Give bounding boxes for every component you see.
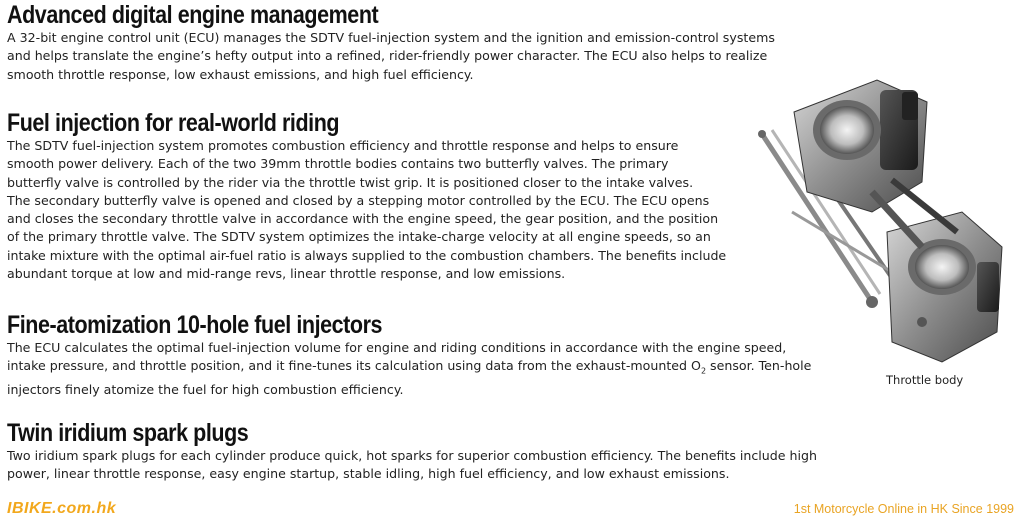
body-line: abundant torque at low and mid-range revs, linear throttle response, and low emissions. [7,266,566,282]
section-fuel-injection [7,110,726,283]
throttle-body-image [752,72,1014,368]
body-line: A 32-bit engine control unit (ECU) manages the SDTV fuel-injection system and the ignition and emission-control systems [7,30,775,45]
section-body [7,29,775,84]
o2-subscript: 2 [700,366,707,376]
section-body [7,447,817,484]
body-line: The secondary butterfly valve is opened and closed by a stepping motor controlled by the ECU. The ECU opens [7,192,710,208]
section-fuel-injectors [7,312,811,399]
body-line: intake mixture with the optimal air-fuel ratio is always supplied to the combustion chambers. The benefits include [7,247,727,263]
section-body [7,339,811,399]
body-line: injectors finely atomize the fuel for high combustion efficiency. [7,382,404,398]
section-engine-management [7,2,775,84]
section-title: Advanced digital engine management [7,1,379,29]
site-logo: IBIKE.com.hk [7,500,117,517]
section-body [7,137,726,283]
body-line-text: intake pressure, and throttle position, and it fine-tunes its calculation using data from the exhaust-mounted O [7,358,701,374]
body-line: butterfly valve is controlled by the rider via the throttle twist grip. It is positioned closer to the intake valves. [7,174,694,190]
body-line: and helps translate the engine’s hefty output into a refined, rider-friendly power character. The ECU also helps to realize [7,48,768,64]
body-line-tail: sensor. Ten-hole [706,358,812,374]
section-title: Fine-atomization 10-hole fuel injectors [7,311,383,339]
body-line: of the primary throttle valve. The SDTV system optimizes the intake-charge velocity at all engine speeds, so an [7,229,711,245]
section-spark-plugs [7,420,817,484]
figure-caption: Throttle body [886,373,964,387]
body-line [7,357,811,381]
site-tagline: 1st Motorcycle Online in HK Since 1999 [793,502,1014,516]
throttle-body-illustration [752,72,1014,368]
body-line: power, linear throttle response, easy engine startup, stable idling, high fuel efficiency, and low exhaust emissions. [7,466,730,482]
body-line: The SDTV fuel-injection system promotes combustion efficiency and throttle response and helps to ensure [7,138,679,153]
section-title: Twin iridium spark plugs [7,419,249,447]
body-line: smooth power delivery. Each of the two 39mm throttle bodies contains two butterfly valves. The primary [7,156,669,172]
body-line: Two iridium spark plugs for each cylinder produce quick, hot sparks for superior combustion efficiency. The benefits include high [7,448,817,463]
body-line: smooth throttle response, low exhaust emissions, and high fuel efficiency. [7,66,474,82]
section-title: Fuel injection for real-world riding [7,109,340,137]
body-line: and closes the secondary throttle valve in accordance with the engine speed, the gear position, and the position [7,211,719,227]
body-line: The ECU calculates the optimal fuel-injection volume for engine and riding conditions in accordance with the engine speed, [7,340,787,355]
